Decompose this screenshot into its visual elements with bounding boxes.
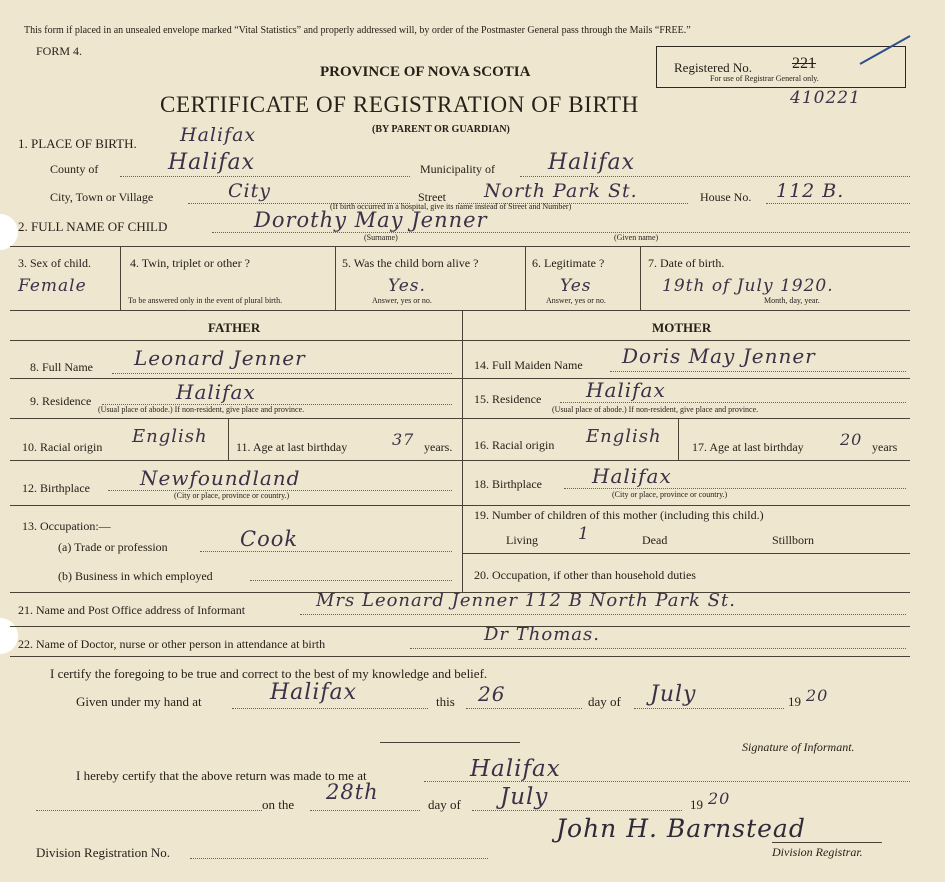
- punch-hole-bottom: [0, 618, 18, 654]
- mother-living-value: 1: [578, 524, 590, 544]
- legitimate-note: Answer, yes or no.: [546, 296, 606, 305]
- mother-birthplace-label: 18. Birthplace: [474, 477, 542, 491]
- given-name-note: (Given name): [614, 233, 659, 242]
- city-value: City: [228, 180, 271, 202]
- mother-age-value: 20: [840, 430, 863, 449]
- mother-stillborn-label: Stillborn: [772, 533, 815, 547]
- punch-hole-top: [0, 214, 18, 250]
- given-place-line: [232, 708, 428, 709]
- doctor-label: 22. Name of Doctor, nurse or other person in attendance at birth: [18, 637, 326, 651]
- father-age-years: years.: [424, 440, 453, 454]
- registrar-signature: John H. Barnstead: [556, 814, 806, 843]
- mother-name-line: [610, 371, 906, 372]
- father-trade-line: [200, 551, 452, 552]
- registrar-text: I hereby certify that the above return was made to me at: [76, 768, 367, 783]
- father-occupation-label: 13. Occupation:—: [22, 519, 111, 533]
- registrar-month-line: [472, 810, 682, 811]
- form-number: FORM 4.: [36, 44, 83, 58]
- municipality-label: Municipality of: [420, 162, 495, 176]
- mother-name-rule: [462, 378, 910, 379]
- registrar-day-of-label: day of: [428, 797, 461, 812]
- mother-residence-value: Halifax: [586, 378, 666, 402]
- alive-note: Answer, yes or no.: [372, 296, 432, 305]
- father-birthplace-label: 12. Birthplace: [22, 481, 90, 495]
- county-value: Halifax: [168, 150, 256, 175]
- informant-signature-label: Signature of Informant.: [742, 740, 855, 754]
- dob-note: Month, day, year.: [764, 296, 820, 305]
- mother-birthplace-rule: [462, 505, 910, 506]
- doctor-rule: [10, 656, 910, 657]
- father-name-line: [112, 373, 452, 374]
- parents-divider: [462, 310, 463, 592]
- mother-birthplace-value: Halifax: [592, 464, 672, 488]
- mother-occupation-label: 20. Occupation, if other than household duties: [474, 568, 696, 582]
- surname-note: (Surname): [364, 233, 398, 242]
- mother-name-value: Doris May Jenner: [622, 344, 816, 368]
- child-name-value: Dorothy May Jenner: [254, 208, 488, 232]
- father-racial-divider: [228, 418, 229, 460]
- house-value: 112 B.: [776, 180, 845, 202]
- page-title: CERTIFICATE OF REGISTRATION OF BIRTH: [160, 92, 639, 117]
- registrar-day-value: 28th: [326, 780, 379, 804]
- father-age-value: 37: [392, 430, 415, 449]
- row3-divider-3: [525, 246, 526, 310]
- mother-racial-value: English: [586, 426, 662, 447]
- father-residence-value: Halifax: [176, 380, 256, 404]
- father-business-line: [250, 580, 452, 581]
- informant-value: Mrs Leonard Jenner 112 B North Park St.: [316, 590, 736, 611]
- dob-label: 7. Date of birth.: [648, 256, 725, 270]
- given-year-value: 20: [806, 686, 829, 705]
- registrar-month-value: July: [500, 784, 549, 810]
- row3-divider-4: [640, 246, 641, 310]
- father-racial-label: 10. Racial origin: [22, 440, 103, 454]
- twin-note: To be answered only in the event of plural birth.: [128, 296, 283, 305]
- row3-divider-1: [120, 246, 121, 310]
- division-registrar-rule: [772, 842, 882, 843]
- father-residence-rule: [10, 418, 462, 419]
- certify-text: I certify the foregoing to be true and correct to the best of my knowledge and belief.: [50, 666, 488, 681]
- mother-residence-note: (Usual place of abode.) If non-resident, give place and province.: [552, 405, 759, 414]
- informant-line: [300, 614, 906, 615]
- registrar-place-value: Halifax: [470, 756, 561, 782]
- registrar-year-value: 20: [708, 789, 731, 808]
- registered-number-handwritten: 410221: [790, 88, 861, 108]
- informant-label: 21. Name and Post Office address of Informant: [18, 603, 246, 617]
- registered-note: For use of Registrar General only.: [710, 74, 819, 83]
- given-month-line: [634, 708, 784, 709]
- legitimate-value: Yes: [560, 276, 592, 296]
- place-of-birth-label: 1. PLACE OF BIRTH.: [18, 136, 137, 151]
- sex-value: Female: [18, 276, 87, 296]
- given-year-prefix: 19: [788, 694, 801, 709]
- registered-number-struck: 221: [792, 55, 816, 72]
- division-registration-line: [190, 858, 488, 859]
- child-name-line: [212, 232, 910, 233]
- father-residence-label: 9. Residence: [30, 394, 92, 408]
- father-birthplace-note: (City or place, province or country.): [174, 491, 290, 500]
- father-name-rule: [10, 378, 462, 379]
- mother-living-label: Living: [506, 533, 538, 547]
- registrar-year-prefix: 19: [690, 797, 703, 812]
- mother-residence-line: [560, 402, 906, 403]
- father-trade-value: Cook: [240, 527, 299, 551]
- father-name-label: 8. Full Name: [30, 360, 93, 374]
- given-label: Given under my hand at: [76, 694, 202, 709]
- province-heading: PROVINCE OF NOVA SCOTIA: [320, 64, 531, 80]
- father-racial-value: English: [132, 426, 208, 447]
- mother-birthplace-line: [564, 488, 906, 489]
- given-month-value: July: [650, 682, 697, 707]
- mother-name-label: 14. Full Maiden Name: [474, 358, 583, 372]
- mother-racial-divider: [678, 418, 679, 460]
- twin-label: 4. Twin, triplet or other ?: [130, 256, 250, 270]
- given-day-of-label: day of: [588, 694, 621, 709]
- father-residence-note: (Usual place of abode.) If non-resident, give place and province.: [98, 405, 305, 414]
- doctor-value: Dr Thomas.: [484, 624, 600, 645]
- child-name-label: 2. FULL NAME OF CHILD: [18, 219, 168, 234]
- alive-label: 5. Was the child born alive ?: [342, 256, 479, 270]
- county-label: County of: [50, 162, 99, 176]
- father-birthplace-value: Newfoundland: [140, 466, 301, 490]
- informant-rule: [10, 626, 910, 627]
- mother-age-years: years: [872, 440, 898, 454]
- dob-value: 19th of July 1920.: [662, 276, 834, 296]
- mother-racial-label: 16. Racial origin: [474, 438, 555, 452]
- alive-value: Yes.: [388, 276, 426, 296]
- father-trade-label: (a) Trade or profession: [58, 540, 168, 554]
- father-birthplace-rule: [10, 505, 462, 506]
- mother-children-label: 19. Number of children of this mother (including this child.): [474, 508, 764, 522]
- division-registrar-label: Division Registrar.: [772, 845, 863, 859]
- street-label: Street: [418, 190, 446, 204]
- registrar-place-line: [424, 781, 910, 782]
- father-name-value: Leonard Jenner: [134, 346, 306, 370]
- mother-children-rule: [462, 553, 910, 554]
- mother-residence-label: 15. Residence: [474, 392, 542, 406]
- city-label: City, Town or Village: [50, 190, 154, 204]
- municipality-line: [520, 176, 910, 177]
- division-registration-label: Division Registration No.: [36, 845, 170, 860]
- registrar-blank-line: [36, 810, 262, 811]
- place-of-birth-value: Halifax: [180, 124, 257, 146]
- row3-top-rule: [10, 246, 910, 247]
- municipality-value: Halifax: [548, 150, 636, 175]
- legitimate-label: 6. Legitimate ?: [532, 256, 605, 270]
- street-value: North Park St.: [484, 180, 638, 202]
- given-day-value: 26: [478, 682, 506, 706]
- mother-residence-rule: [462, 418, 910, 419]
- registrar-day-line: [310, 810, 420, 811]
- doctor-line: [410, 648, 906, 649]
- house-label: House No.: [700, 190, 752, 204]
- county-line: [120, 176, 410, 177]
- father-business-label: (b) Business in which employed: [58, 569, 213, 583]
- registrar-on-label: on the: [262, 797, 295, 812]
- given-this-label: this: [436, 694, 455, 709]
- registered-label: Registered No.: [674, 60, 752, 75]
- mother-racial-rule: [462, 460, 910, 461]
- mail-notice: This form if placed in an unsealed envelope marked “Vital Statistics” and properly addressed will, by order of the Postmaster General pass through the Mails “FREE.”: [24, 25, 691, 36]
- mother-heading: MOTHER: [652, 320, 712, 335]
- given-place-value: Halifax: [270, 680, 358, 705]
- father-age-label: 11. Age at last birthday: [236, 440, 348, 454]
- pen-check-mark: [858, 32, 914, 66]
- informant-signature-rule: [380, 742, 520, 743]
- house-line: [766, 203, 910, 204]
- heading-rule: [10, 340, 910, 341]
- father-racial-rule: [10, 460, 462, 461]
- given-day-line: [466, 708, 582, 709]
- sex-label: 3. Sex of child.: [18, 256, 91, 270]
- row3-divider-2: [335, 246, 336, 310]
- mother-birthplace-note: (City or place, province or country.): [612, 490, 728, 499]
- mother-age-label: 17. Age at last birthday: [692, 440, 804, 454]
- page-subtitle: (BY PARENT OR GUARDIAN): [372, 124, 510, 135]
- street-note: (If birth occurred in a hospital, give its name instead of Street and Number): [330, 202, 572, 211]
- father-heading: FATHER: [208, 320, 261, 335]
- mother-dead-label: Dead: [642, 533, 668, 547]
- row3-bottom-rule: [10, 310, 910, 311]
